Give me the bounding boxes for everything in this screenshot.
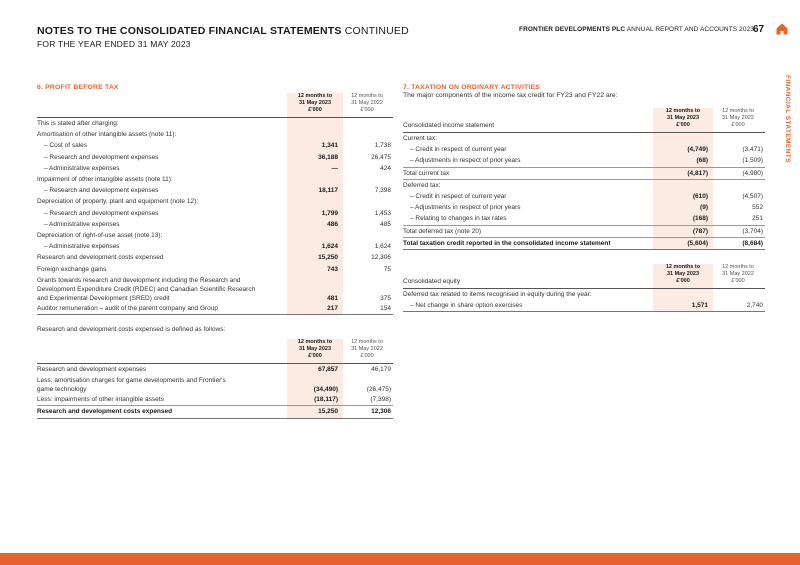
current-year-value: 217 xyxy=(287,303,343,315)
table-row xyxy=(403,155,765,167)
prior-year-value: (26,475) xyxy=(366,386,391,394)
row-label: – Research and development expenses xyxy=(44,187,159,195)
column-headers xyxy=(37,339,393,364)
row-label-line: and Experimental Development (SRED) credit xyxy=(37,294,170,302)
row-label: – Net change in share option exercises xyxy=(403,300,653,312)
prior-year-value xyxy=(713,133,765,145)
table-row xyxy=(403,202,765,213)
row-label: Impairment of other intangible assets (note 11): xyxy=(37,176,173,184)
table-row xyxy=(37,303,393,315)
table-row xyxy=(37,118,393,130)
row-label: Research and development expenses xyxy=(37,364,287,376)
current-year-value xyxy=(653,289,713,301)
current-year-value: (18,117) xyxy=(287,394,343,406)
table-row xyxy=(403,191,765,202)
row-label: Depreciation of right-of-use asset (note 13): xyxy=(37,232,163,240)
current-year-value: (168) xyxy=(653,213,713,225)
row-label: Total deferred tax (note 20) xyxy=(403,225,653,237)
prior-year-value: (4,980) xyxy=(713,167,765,179)
row-label: – Administrative expenses xyxy=(44,220,120,228)
table-row xyxy=(37,394,393,406)
section-description: The major components of the income tax credit for FY23 and FY22 are: xyxy=(403,92,618,99)
table-row xyxy=(37,406,393,418)
current-year-value: (9) xyxy=(653,202,713,213)
prior-year-value: 12,306 xyxy=(343,406,393,418)
row-label: Deferred tax: xyxy=(403,179,653,191)
current-year-header: 12 months to 31 May 2023 £'000 xyxy=(287,339,343,364)
table-row xyxy=(37,185,393,196)
prior-year-value: 26,475 xyxy=(371,153,391,161)
current-year-value: (787) xyxy=(653,225,713,237)
prior-year-value xyxy=(343,174,393,185)
prior-year-value xyxy=(713,179,765,191)
current-year-value: (5,604) xyxy=(653,237,713,249)
row-label: This is stated after charging: xyxy=(37,118,287,130)
row-label: Total taxation credit reported in the consolidated income statement xyxy=(403,237,653,249)
side-tab-label: FINANCIAL STATEMENTS xyxy=(784,75,791,163)
row-label: – Cost of sales xyxy=(44,142,87,150)
current-year-value xyxy=(653,179,713,191)
current-year-value: — xyxy=(287,163,343,174)
row-label: – Credit in respect of current year xyxy=(410,193,507,201)
current-year-value xyxy=(287,196,343,207)
page-header xyxy=(37,25,409,49)
prior-year-value: 485 xyxy=(380,220,391,228)
prior-year-value: 154 xyxy=(343,303,393,315)
column-headers xyxy=(403,264,765,289)
current-year-value xyxy=(287,230,343,241)
row-label: Total current tax xyxy=(403,167,653,179)
table-row xyxy=(37,375,393,394)
row-label: – Administrative expenses xyxy=(44,164,120,172)
table-row xyxy=(403,133,765,145)
section-profit-before-tax xyxy=(37,84,393,419)
table-row xyxy=(37,129,393,140)
row-label: – Research and development expenses xyxy=(44,153,159,161)
rd-costs-table xyxy=(37,339,393,419)
row-label-line: game technology xyxy=(37,386,87,394)
report-title: ANNUAL REPORT AND ACCOUNTS 2023 xyxy=(626,26,754,33)
table-row xyxy=(403,225,765,237)
prior-year-value: 46,179 xyxy=(343,364,393,376)
table-row xyxy=(37,174,393,185)
table-row xyxy=(403,144,765,155)
current-year-value: 481 xyxy=(287,275,343,303)
equity-tax-table xyxy=(403,264,765,312)
row-label: Amortisation of other intangible assets (note 11): xyxy=(37,131,177,139)
prior-year-value: 7,398 xyxy=(374,187,391,195)
page-title xyxy=(37,25,409,37)
prior-year-value: 12,306 xyxy=(371,254,391,262)
table-row xyxy=(37,364,393,376)
prior-year-header: 12 months to 31 May 2022 £'000 xyxy=(722,264,754,285)
row-label: Depreciation of property, plant and equipment (note 12): xyxy=(37,198,199,206)
page-subtitle: FOR THE YEAR ENDED 31 MAY 2023 xyxy=(37,39,191,49)
prior-year-value: 375 xyxy=(380,294,391,302)
company-name: FRONTIER DEVELOPMENTS PLC xyxy=(519,26,626,33)
table-row xyxy=(403,300,765,312)
section-taxation xyxy=(403,84,765,312)
table-row xyxy=(37,241,393,252)
row-label: – Relating to changes in tax rates xyxy=(410,215,507,223)
row-label: Research and development costs expensed xyxy=(37,254,164,262)
table-row xyxy=(37,140,393,151)
row-label: – Research and development expenses xyxy=(44,209,159,217)
statement-label: Consolidated income statement xyxy=(403,122,495,129)
table-row xyxy=(403,237,765,249)
prior-year-value: (8,684) xyxy=(713,237,765,249)
current-year-value: 1,571 xyxy=(653,300,713,312)
prior-year-header: 12 months to 31 May 2022 £'000 xyxy=(351,93,383,113)
prior-year-value: 75 xyxy=(383,265,391,273)
table-row xyxy=(37,219,393,230)
row-label xyxy=(37,275,287,303)
current-year-value xyxy=(287,129,343,140)
footer-accent-bar xyxy=(0,553,800,565)
income-tax-table xyxy=(403,108,765,250)
current-year-value: 1,341 xyxy=(287,140,343,151)
prior-year-value xyxy=(343,118,393,130)
prior-year-value: (1,509) xyxy=(742,157,763,165)
table-row xyxy=(403,289,765,301)
table-row xyxy=(37,252,393,263)
prior-year-value xyxy=(343,230,393,241)
section-title: 6. PROFIT BEFORE TAX xyxy=(37,84,119,91)
row-label: – Adjustments in respect of prior years xyxy=(410,204,521,212)
row-label-line: Grants towards research and development including the Research and xyxy=(37,276,241,284)
column-headers xyxy=(37,93,393,118)
current-year-value: (34,490) xyxy=(287,375,343,394)
current-year-value: 1,799 xyxy=(287,208,343,219)
current-year-value: 15,250 xyxy=(287,252,343,263)
row-label: Auditor remuneration – audit of the parent company and Group xyxy=(37,303,287,315)
current-year-header: 12 months to 31 May 2023 £'000 xyxy=(653,108,713,133)
title-bold: NOTES TO THE CONSOLIDATED FINANCIAL STATEMENTS xyxy=(37,25,342,37)
prior-year-value: (3,471) xyxy=(742,146,763,154)
prior-year-value: 552 xyxy=(752,204,763,212)
prior-year-value xyxy=(343,196,393,207)
table-row xyxy=(37,152,393,163)
current-year-header: 12 months to 31 May 2023 £'000 xyxy=(653,264,713,289)
row-label: – Administrative expenses xyxy=(44,243,120,251)
row-label: Research and development costs expensed xyxy=(37,406,287,418)
table-row xyxy=(403,179,765,191)
table-row xyxy=(37,230,393,241)
row-label: Current tax: xyxy=(403,133,653,145)
row-label-line: Less: amortisation charges for game developments and Frontier's xyxy=(37,377,226,385)
current-year-value xyxy=(287,174,343,185)
row-label xyxy=(37,375,287,394)
prior-year-value: (7,398) xyxy=(370,396,391,404)
prior-year-value: (4,507) xyxy=(742,193,763,201)
prior-year-value: 251 xyxy=(752,215,763,223)
prior-year-value xyxy=(713,289,765,301)
prior-year-value: 1,738 xyxy=(374,142,391,150)
current-year-value: (610) xyxy=(653,191,713,202)
table-row xyxy=(37,208,393,219)
equity-label: Consolidated equity xyxy=(403,278,461,286)
current-year-value: 36,188 xyxy=(287,152,343,163)
row-label-line: Development Expenditure Credit (RDEC) and Canadian Scientific Research xyxy=(37,285,256,293)
profit-before-tax-table xyxy=(37,93,393,315)
report-name xyxy=(519,26,754,33)
prior-year-value xyxy=(343,129,393,140)
current-year-value: (68) xyxy=(653,155,713,167)
current-year-value xyxy=(653,133,713,145)
prior-year-value: 424 xyxy=(380,164,391,172)
prior-year-value: 1,624 xyxy=(374,243,391,251)
table-row xyxy=(37,196,393,207)
title-continued: CONTINUED xyxy=(344,25,409,37)
prior-year-header: 12 months to 31 May 2022 £'000 xyxy=(351,339,383,360)
prior-year-header: 12 months to 31 May 2022 £'000 xyxy=(722,108,754,128)
row-label: Foreign exchange gains xyxy=(37,265,107,273)
table-row xyxy=(37,275,393,303)
prior-year-value: 2,740 xyxy=(713,300,765,312)
table-row xyxy=(37,264,393,275)
current-year-value: 743 xyxy=(287,264,343,275)
current-year-value: (4,749) xyxy=(653,144,713,155)
current-year-value: 18,117 xyxy=(287,185,343,196)
rd-definition-note: Research and development costs expensed is defined as follows: xyxy=(37,326,226,334)
table-row xyxy=(403,213,765,225)
row-label: – Adjustments in respect of prior years xyxy=(410,157,521,165)
column-headers xyxy=(403,108,765,133)
current-year-header: 12 months to 31 May 2023 £'000 xyxy=(287,93,343,118)
section-title: 7. TAXATION ON ORDINARY ACTIVITIES xyxy=(403,84,540,91)
current-year-value: 67,857 xyxy=(287,364,343,376)
current-year-value: (4,817) xyxy=(653,167,713,179)
table-row xyxy=(403,167,765,179)
table-row xyxy=(37,163,393,174)
side-tab[interactable] xyxy=(779,75,791,185)
current-year-value xyxy=(287,118,343,130)
current-year-value: 15,250 xyxy=(287,406,343,418)
prior-year-value: (3,704) xyxy=(713,225,765,237)
prior-year-value: 1,453 xyxy=(374,209,391,217)
page-number: 67 xyxy=(753,24,765,35)
current-year-value: 486 xyxy=(287,219,343,230)
row-label: Deferred tax related to items recognised in equity during the year: xyxy=(403,289,653,301)
current-year-value: 1,624 xyxy=(287,241,343,252)
row-label: – Credit in respect of current year xyxy=(410,146,507,154)
home-icon[interactable] xyxy=(776,23,788,35)
row-label: Less: impairments of other intangible assets xyxy=(37,396,164,404)
